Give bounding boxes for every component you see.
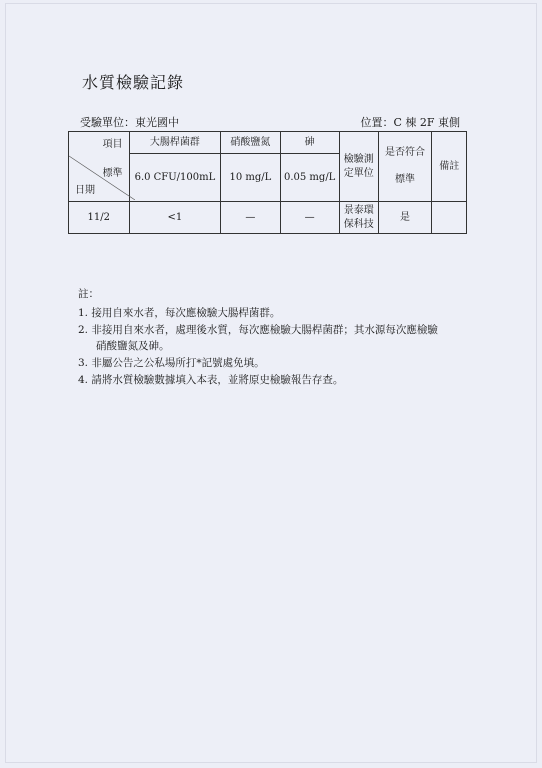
row-compliance: 是 [378, 202, 432, 234]
header-compliance [378, 132, 432, 202]
note-item [78, 305, 438, 322]
standard-coliform: 6.0 CFU/100mL [129, 154, 221, 202]
inspected-unit: 受驗單位：東光國中 [80, 116, 179, 129]
header-lab [339, 132, 378, 202]
corner-date-label: 日期 [75, 184, 95, 196]
note-text: 接用自來水者，每次應檢驗大腸桿菌群。 [91, 306, 281, 319]
note-text: 非屬公告之公私場所打*記號處免填。 [91, 357, 265, 370]
note-item [78, 355, 438, 372]
header-compliance-line2: 標準 [395, 174, 416, 186]
row-lab-line1: 景泰環 [343, 205, 374, 216]
header-coliform: 大腸桿菌群 [129, 132, 221, 154]
standard-arsenic: 0.05 mg/L [280, 154, 339, 202]
note-number: 4. [78, 373, 89, 386]
note-number: 2. [78, 323, 89, 336]
notes-section [78, 286, 438, 389]
row-lab [339, 202, 378, 234]
corner-standard-label: 標準 [102, 167, 123, 179]
row-nitrate: — [221, 202, 280, 234]
note-item [78, 322, 438, 356]
note-text: 請將水質檢驗數據填入本表，並將原史檢驗報告存查。 [91, 373, 344, 386]
note-text: 非接用自來水者，處理後水質，每次應檢驗大腸桿菌群；其水源每次應檢驗 [91, 323, 438, 336]
water-quality-table [68, 131, 467, 234]
header-nitrate: 硝酸鹽氮 [221, 132, 280, 154]
corner-item-label: 項目 [102, 138, 123, 150]
header-compliance-line1: 是否符合 [385, 147, 426, 159]
standard-nitrate: 10 mg/L [221, 154, 280, 202]
header-remarks: 備註 [432, 132, 467, 202]
note-item [78, 372, 438, 389]
row-remarks [432, 202, 467, 234]
location-label: 位置：C 棟 2F 東側 [360, 116, 460, 129]
row-date: 11/2 [69, 202, 130, 234]
notes-heading: 註： [78, 288, 99, 300]
table-row [69, 202, 467, 234]
row-arsenic: — [280, 202, 339, 234]
header-arsenic: 砷 [280, 132, 339, 154]
note-number: 1. [78, 306, 89, 319]
row-coliform: <1 [129, 202, 221, 234]
note-text-continued: 硝酸鹽氮及砷。 [96, 340, 170, 353]
document-title: 水質檢驗記錄 [82, 73, 185, 92]
header-lab-line1: 檢驗測 [343, 154, 374, 165]
note-number: 3. [78, 357, 89, 370]
header-lab-line2: 定單位 [343, 167, 374, 179]
header-corner-cell [69, 132, 130, 202]
row-lab-line2: 保科技 [343, 218, 374, 230]
